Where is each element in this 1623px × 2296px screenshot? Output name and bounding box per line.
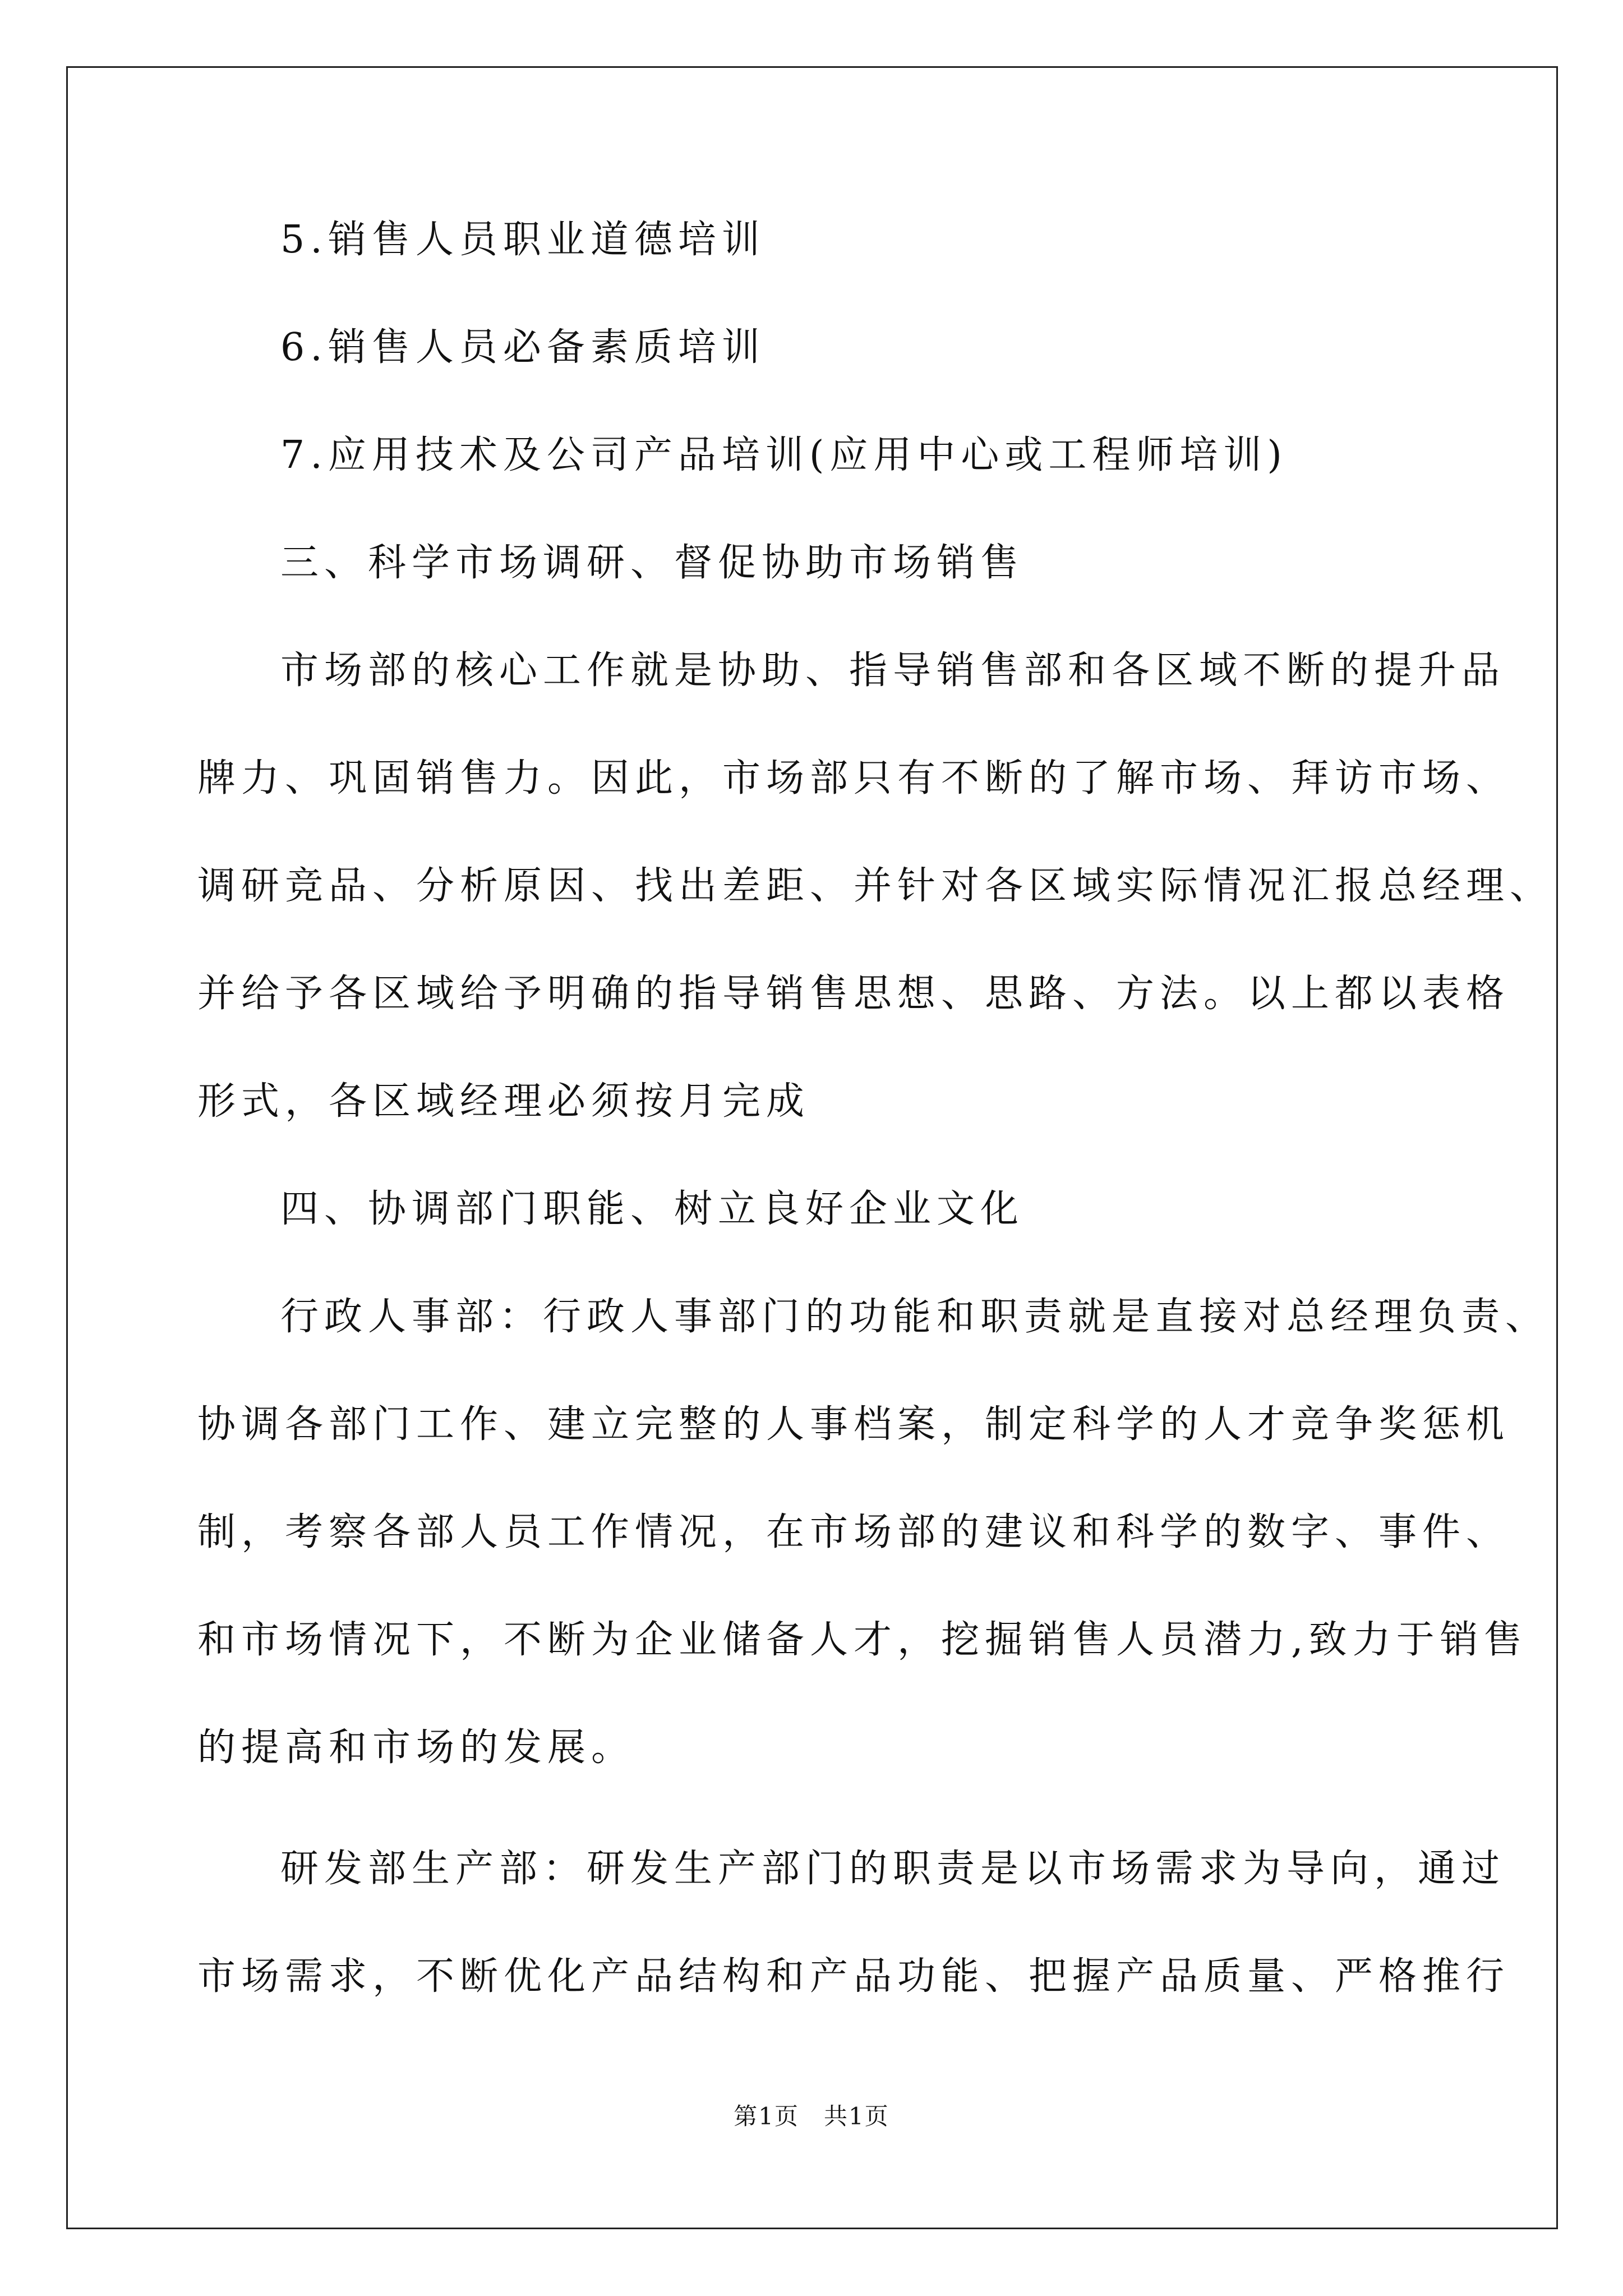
- section-heading: 四、协调部门职能、树立良好企业文化: [280, 1187, 1025, 1231]
- paragraph-line: 协调各部门工作、建立完整的人事档案，制定科学的人才竞争奖惩机: [197, 1402, 1510, 1447]
- document-body: [197, 213, 1554, 2004]
- section-heading: 三、科学市场调研、督促协助市场销售: [280, 541, 1025, 585]
- paragraph-line: 7.应用技术及公司产品培训(应用中心或工程师培训): [280, 433, 1288, 477]
- paragraph-line: 市场需求，不断优化产品结构和产品功能、把握产品质量、严格推行: [197, 1954, 1510, 1999]
- paragraph-line: 和市场情况下，不断为企业储备人才，挖掘销售人员潜力,致力于销售: [197, 1618, 1528, 1662]
- paragraph-line: 研发部生产部：研发生产部门的职责是以市场需求为导向，通过: [280, 1847, 1506, 1891]
- page-number-footer: 第1页 共1页: [734, 2102, 889, 2130]
- paragraph-line: 的提高和市场的发展。: [197, 1726, 635, 1770]
- paragraph-line: 形式，各区域经理必须按月完成: [197, 1079, 810, 1124]
- paragraph-line: 市场部的核心工作就是协助、指导销售部和各区域不断的提升品: [280, 648, 1506, 693]
- paragraph-line: 6.销售人员必备素质培训: [280, 325, 766, 370]
- paragraph-line: 制，考察各部人员工作情况，在市场部的建议和科学的数字、事件、: [197, 1510, 1510, 1554]
- paragraph-line: 行政人事部：行政人事部门的功能和职责就是直接对总经理负责、: [280, 1295, 1550, 1339]
- paragraph-line: 调研竞品、分析原因、找出差距、并针对各区域实际情况汇报总经理、: [197, 864, 1554, 908]
- paragraph-line: 牌力、巩固销售力。因此，市场部只有不断的了解市场、拜访市场、: [197, 756, 1510, 800]
- paragraph-line: 5.销售人员职业道德培训: [280, 218, 766, 262]
- paragraph-line: 并给予各区域给予明确的指导销售思想、思路、方法。以上都以表格: [197, 972, 1510, 1016]
